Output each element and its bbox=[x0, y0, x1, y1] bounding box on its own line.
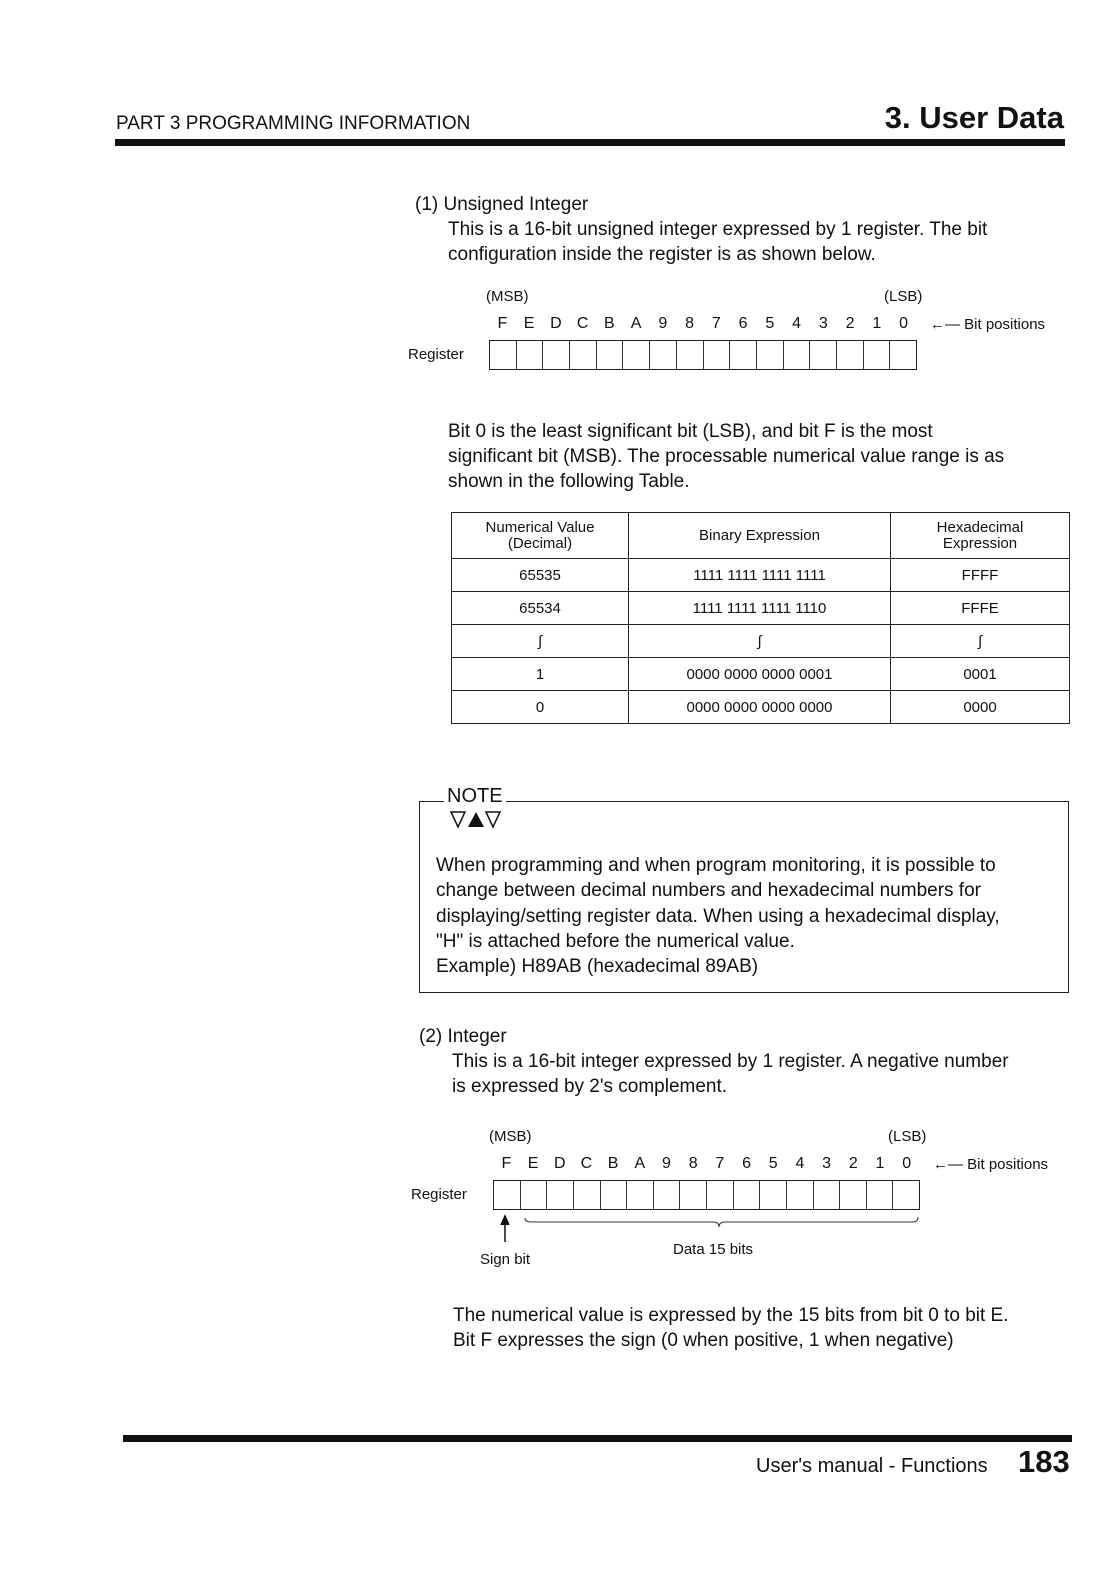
table-row bbox=[452, 559, 1070, 592]
intro-line: is expressed by 2's complement. bbox=[452, 1076, 728, 1097]
footer-title: User's manual - Functions bbox=[756, 1455, 988, 1477]
register-bit-cell bbox=[627, 1181, 654, 1209]
intro-line: This is a 16-bit integer expressed by 1 register. A negative number bbox=[452, 1051, 1009, 1072]
page-number: 183 bbox=[1018, 1444, 1070, 1479]
register-bit-cell bbox=[784, 341, 811, 369]
bit-label: 4 bbox=[792, 315, 802, 332]
intro-line: configuration inside the register is as shown below. bbox=[448, 244, 876, 265]
register-bit-cell bbox=[494, 1181, 521, 1209]
table-cell: 1 bbox=[452, 658, 629, 691]
bit-label: 4 bbox=[795, 1155, 805, 1172]
table-cell: 0000 0000 0000 0000 bbox=[629, 691, 891, 724]
bit-label: 3 bbox=[822, 1155, 832, 1172]
bit-label: C bbox=[576, 315, 589, 332]
bit-label: A bbox=[630, 315, 642, 332]
register-bit-cell bbox=[623, 341, 650, 369]
bit-label: D bbox=[553, 1155, 566, 1172]
register-bit-cell bbox=[677, 341, 704, 369]
bit-labels bbox=[489, 315, 917, 333]
bit-label: 7 bbox=[715, 1155, 725, 1172]
register-bit-cell bbox=[650, 341, 677, 369]
bit-label: 0 bbox=[902, 1155, 912, 1172]
table-row bbox=[452, 625, 1070, 658]
bit-positions-label: ←— Bit positions bbox=[930, 316, 1046, 333]
table-row bbox=[452, 592, 1070, 625]
brace-icon bbox=[525, 1217, 918, 1227]
table-row bbox=[452, 691, 1070, 724]
table-cell: 65534 bbox=[452, 592, 629, 625]
note-line: When programming and when program monitoring, it is possible to bbox=[436, 855, 996, 876]
register-bit-cell bbox=[864, 341, 891, 369]
bit-label: 6 bbox=[738, 315, 748, 332]
bit-label: 1 bbox=[875, 1155, 885, 1172]
lsb-label: (LSB) bbox=[888, 1128, 927, 1145]
bit-label: C bbox=[580, 1155, 593, 1172]
register-bit-cell bbox=[543, 341, 570, 369]
table-cell: 1111 1111 1111 1110 bbox=[629, 592, 891, 625]
register-bit-cell bbox=[521, 1181, 548, 1209]
register-bit-cell bbox=[840, 1181, 867, 1209]
bit-label: E bbox=[523, 315, 535, 332]
bit-label: 6 bbox=[742, 1155, 751, 1172]
register-bit-cell bbox=[814, 1181, 841, 1209]
table-cell: 0001 bbox=[891, 658, 1070, 691]
table-cell: 0000 0000 0000 0001 bbox=[629, 658, 891, 691]
section-title: 3. User Data bbox=[884, 100, 1064, 135]
register-bit-cell bbox=[810, 341, 837, 369]
bit-label: B bbox=[607, 1155, 619, 1172]
bit-label: 2 bbox=[848, 1155, 858, 1172]
arrow-up-icon bbox=[501, 1216, 509, 1242]
bit-positions-label: ←— Bit positions bbox=[933, 1156, 1049, 1173]
register-bit-cell bbox=[867, 1181, 894, 1209]
bit-label: E bbox=[527, 1155, 539, 1172]
register-bit-cell bbox=[517, 341, 544, 369]
register-bit-cell bbox=[890, 341, 916, 369]
register-label: Register bbox=[408, 346, 464, 363]
register-bit-cell bbox=[760, 1181, 787, 1209]
note-line: change between decimal numbers and hexadecimal numbers for bbox=[436, 880, 981, 902]
header-hex: Hexadecimal Expression bbox=[891, 513, 1070, 559]
bit-label: 9 bbox=[658, 315, 668, 332]
register-bit-cell bbox=[893, 1181, 919, 1209]
bit-label: F bbox=[497, 315, 508, 332]
header-rule bbox=[115, 139, 1065, 146]
bit-label: 5 bbox=[768, 1155, 778, 1172]
note-title: NOTE bbox=[444, 785, 506, 808]
bit-label: 1 bbox=[872, 315, 882, 332]
value-range-table bbox=[451, 512, 1070, 724]
table-cell: ∫ bbox=[891, 625, 1070, 658]
part-header: PART 3 PROGRAMMING INFORMATION bbox=[116, 113, 471, 134]
bit-label: 9 bbox=[662, 1155, 671, 1172]
register-bit-cell bbox=[757, 341, 784, 369]
register-bit-cell bbox=[490, 341, 517, 369]
register-bit-cell bbox=[574, 1181, 601, 1209]
table-cell: ∫ bbox=[629, 625, 891, 658]
desc-line: Bit 0 is the least significant bit (LSB), and bit F is the most bbox=[448, 421, 933, 442]
bit-label: B bbox=[604, 315, 615, 332]
desc-line: Bit F expresses the sign (0 when positive, 1 when negative) bbox=[453, 1330, 954, 1351]
register-bit-cell bbox=[597, 341, 624, 369]
intro-line: This is a 16-bit unsigned integer expressed by 1 register. The bit bbox=[448, 219, 988, 240]
table-cell: 0000 bbox=[891, 691, 1070, 724]
lsb-label: (LSB) bbox=[884, 288, 923, 305]
bit-label: 8 bbox=[688, 1155, 698, 1172]
table-header bbox=[452, 513, 1070, 559]
note-triangles-icon bbox=[450, 810, 502, 830]
bit-label: 2 bbox=[845, 315, 855, 332]
bit-label: A bbox=[634, 1155, 646, 1172]
table-cell: 65535 bbox=[452, 559, 629, 592]
register-bit-cell bbox=[704, 341, 731, 369]
note-line: displaying/setting register data. When using a hexadecimal display, bbox=[436, 905, 1000, 927]
register-diagram bbox=[493, 1180, 920, 1210]
header-binary: Binary Expression bbox=[629, 513, 891, 559]
bit-label: F bbox=[501, 1155, 512, 1172]
table-cell: ∫ bbox=[452, 625, 629, 658]
table-row bbox=[452, 658, 1070, 691]
heading-integer: (2) Integer bbox=[419, 1026, 507, 1047]
register-bit-cell bbox=[547, 1181, 574, 1209]
register-bit-cell bbox=[570, 341, 597, 369]
bit-labels bbox=[493, 1155, 920, 1173]
table-cell: 0 bbox=[452, 691, 629, 724]
register-bit-cell bbox=[787, 1181, 814, 1209]
footer-rule bbox=[123, 1435, 1072, 1442]
bit-label: 8 bbox=[685, 315, 695, 332]
bit-label: 7 bbox=[711, 315, 721, 332]
note-line: "H" is attached before the numerical value. bbox=[436, 930, 795, 952]
register-bit-cell bbox=[601, 1181, 628, 1209]
bit-label: 3 bbox=[818, 315, 828, 332]
table-cell: FFFF bbox=[891, 559, 1070, 592]
register-label: Register bbox=[411, 1186, 467, 1203]
bit-label: 0 bbox=[899, 315, 909, 332]
bit-positions-text: Bit positions bbox=[964, 316, 1046, 333]
note-line: Example) H89AB (hexadecimal 89AB) bbox=[436, 956, 759, 978]
register-bit-cell bbox=[654, 1181, 681, 1209]
bit-label: 5 bbox=[765, 315, 775, 332]
bit-positions-text: Bit positions bbox=[967, 1156, 1049, 1173]
sign-bit-label: Sign bit bbox=[480, 1251, 531, 1268]
desc-line: The numerical value is expressed by the 15 bits from bit 0 to bit E. bbox=[453, 1305, 1009, 1326]
table-cell: 1111 1111 1111 1111 bbox=[629, 559, 891, 592]
msb-label: (MSB) bbox=[489, 1128, 532, 1145]
header-decimal: Numerical Value (Decimal) bbox=[452, 513, 629, 559]
bit-label: D bbox=[550, 315, 562, 332]
register-bit-cell bbox=[730, 341, 757, 369]
register-bit-cell bbox=[680, 1181, 707, 1209]
desc-line: shown in the following Table. bbox=[448, 471, 690, 492]
register-bit-cell bbox=[734, 1181, 761, 1209]
desc-line: significant bit (MSB). The processable numerical value range is as bbox=[448, 446, 1005, 467]
table-cell: FFFE bbox=[891, 592, 1070, 625]
register-bit-cell bbox=[837, 341, 864, 369]
msb-label: (MSB) bbox=[486, 288, 529, 305]
heading-unsigned: (1) Unsigned Integer bbox=[415, 194, 589, 215]
data-bits-label: Data 15 bits bbox=[673, 1241, 754, 1258]
register-bit-cell bbox=[707, 1181, 734, 1209]
register-diagram bbox=[489, 340, 917, 370]
